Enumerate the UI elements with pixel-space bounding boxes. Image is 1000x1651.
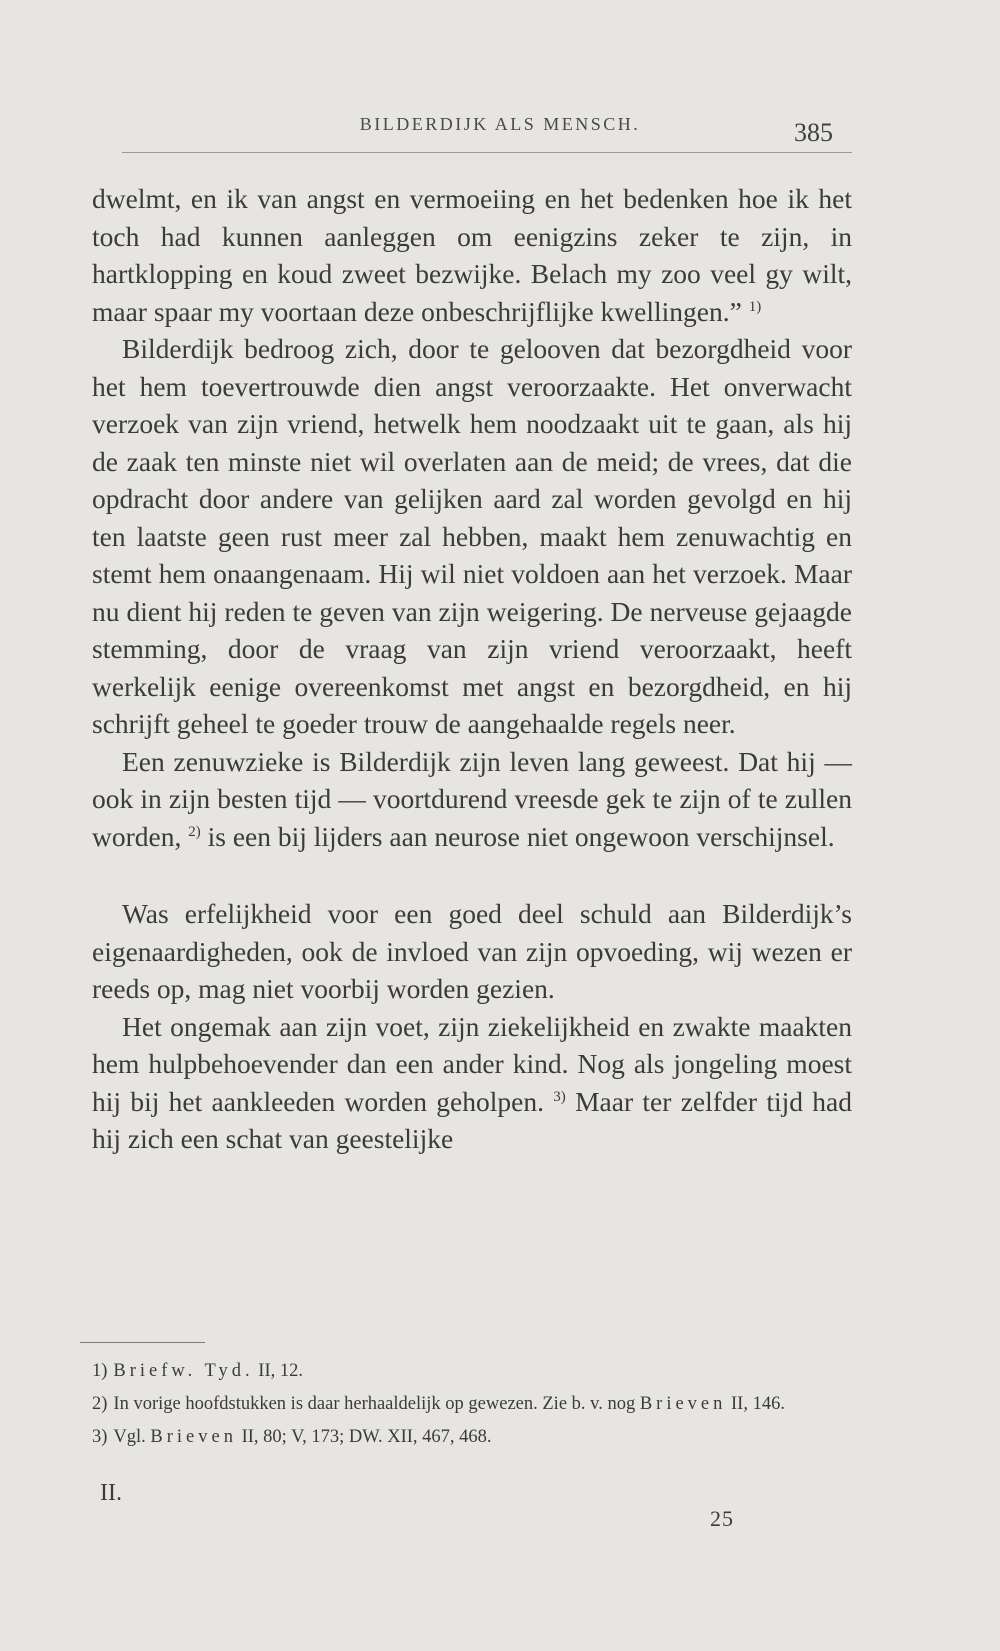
footnotes xyxy=(92,1358,852,1457)
footnote-text: II, 146. xyxy=(726,1394,785,1414)
paragraph-2 xyxy=(92,330,852,743)
footnote-ref-1: 1) xyxy=(748,298,762,315)
footnote-3 xyxy=(92,1424,852,1450)
paragraph-text: Was erfelijkheid voor een goed deel schuld aan Bilderdijk’s eigenaardigheden, ook de invloed van zijn opvoeding, wij wezen er reeds op, mag niet voorbij worden gezien. xyxy=(92,898,852,1004)
footnote-source: Brieven xyxy=(639,1394,727,1414)
paragraph-5 xyxy=(92,1008,852,1158)
footnote-text: II, 80; V, 173; DW. XII, 467, 468. xyxy=(236,1427,492,1447)
footnote-pre: Vgl. xyxy=(113,1427,151,1447)
running-head: BILDERDIJK ALS MENSCH. xyxy=(359,114,641,134)
footnote-ref-2: 2) xyxy=(188,823,201,840)
footnote-number: 3) xyxy=(92,1427,108,1447)
footnote-ref-3: 3) xyxy=(553,1088,566,1105)
body-text xyxy=(92,180,852,1158)
footnote-1 xyxy=(92,1358,852,1384)
header-rule xyxy=(122,152,852,153)
paragraph-text: Een zenuwzieke is Bilderdijk zijn leven lang geweest. Dat hij — ook in zijn besten tijd — voortdurend vreesde gek te zijn of te zullen worden, xyxy=(92,745,852,852)
paragraph-text: dwelmt, en ik van angst en vermoeiing en het bedenken hoe ik het toch had kunnen aanleggen om eenigzins zeker te zijn, in hartklopping en koud zweet bezwijke. Belach my zoo veel gy wilt, maar spaar my voortaan deze onbeschrijflijke kwellingen.” xyxy=(92,183,852,327)
volume-signature: II. xyxy=(100,1480,122,1506)
footnote-2 xyxy=(92,1391,852,1417)
footnote-number: 2) xyxy=(92,1394,108,1414)
sheet-number: 25 xyxy=(710,1506,734,1531)
paragraph-text: Bilderdijk bedroog zich, door te gelooven dat bezorgdheid voor het hem toevertrouwde dien angst veroorzaakte. Het onverwacht verzoek van zijn vriend, hetwelk hem noodzaakt uit te gaan, als hij de zaak ten minste niet wil overlaten aan de meid; de vrees, dat die opdracht door andere van gelijken aard zal worden gevolgd en hij ten laatste geen rust meer zal hebben, maakt hem zenuwachtig en stemt hem onaangenaam. Hij wil niet voldoen aan het verzoek. Maar nu dient hij reden te geven van zijn weigering. De nerveuse gejaagde stemming, door de vraag van zijn vriend veroorzaakt, heeft werkelijk eenige overeenkomst met angst en bezorgdheid, en hij schrijft geheel te goeder trouw de aangehaalde regels neer. xyxy=(92,333,852,739)
footnote-source: Briefw. Tyd. xyxy=(113,1361,254,1381)
paragraph-text: Het ongemak aan zijn voet, zijn ziekelijkheid en zwakte maakten hem hulpbehoevender dan een ander kind. Nog als jongeling moest hij bij het aankleeden worden geholpen. xyxy=(92,1010,852,1117)
footnote-rule xyxy=(80,1342,205,1343)
footnote-pre: In vorige hoofdstukken is daar herhaaldelijk op gewezen. Zie b. v. nog xyxy=(113,1394,640,1414)
page-number: 385 xyxy=(794,118,833,147)
paragraph-text-continued: is een bij lijders aan neurose niet ongewoon verschijnsel. xyxy=(200,820,835,852)
paragraph-1 xyxy=(92,180,852,330)
paragraph-text-continued: Maar ter zelfder tijd had hij zich een schat van geestelijke xyxy=(92,1085,852,1154)
footnote-source: Brieven xyxy=(150,1427,237,1447)
paragraph-3 xyxy=(92,743,852,856)
footnote-number: 1) xyxy=(92,1361,108,1381)
footnote-text: II, 12. xyxy=(253,1361,303,1381)
paragraph-4 xyxy=(92,895,852,1008)
